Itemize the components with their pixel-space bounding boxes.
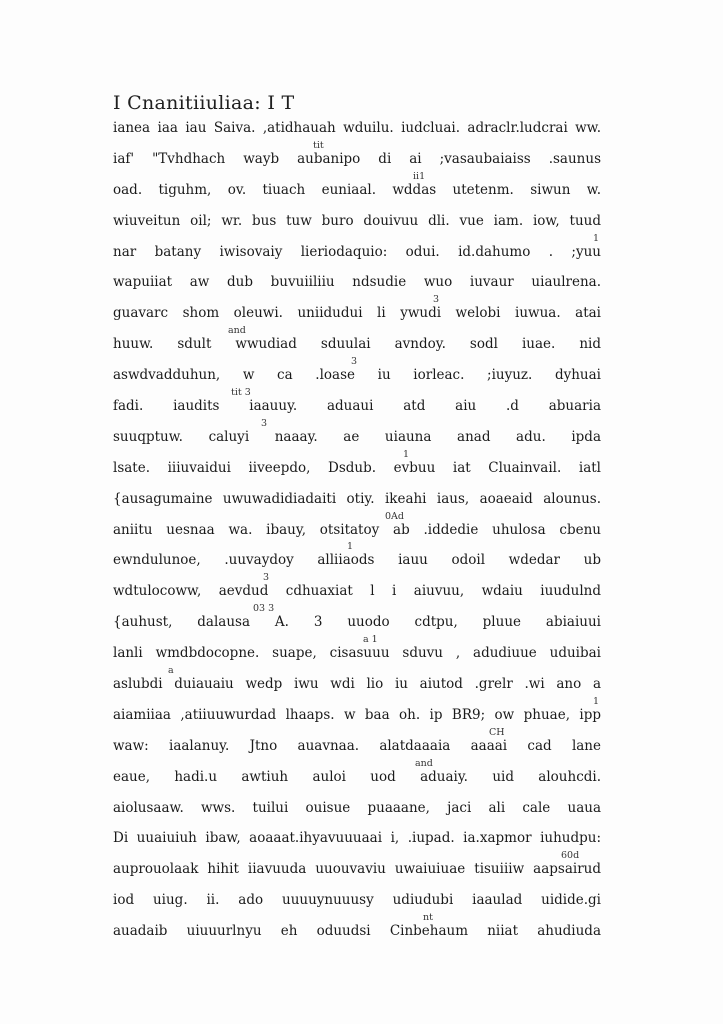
body-text <box>113 116 605 950</box>
superscript-note: 60d <box>561 850 580 862</box>
superscript-note: a <box>168 665 174 677</box>
text-line <box>113 888 601 919</box>
text-line-content: ewndulunoe, .uuvaydoy alliiaods iauu odoil wdedar ub <box>113 552 601 569</box>
text-line-content: waw: iaalanuy. Jtno auavnaa. alatdaaaia aaaai cad lane <box>113 737 601 754</box>
superscript-note: 3 <box>261 417 268 429</box>
text-line-content: aswdvadduhun, w ca .loase iu iorleac. ;iuyuz. dyhuai <box>113 367 601 384</box>
superscript-note: 1 <box>593 232 600 244</box>
superscript-note: ii1 <box>413 170 426 182</box>
text-line <box>113 796 601 827</box>
text-line <box>113 826 601 857</box>
text-line-content: huuw. sdult wwudiad sduulai avndoy. sodl iuae. nid <box>113 336 601 353</box>
superscript-note: 03 3 <box>253 603 275 615</box>
text-line <box>113 139 601 178</box>
text-line <box>113 726 601 765</box>
text-line <box>113 510 601 549</box>
text-line <box>113 603 601 641</box>
text-line <box>113 270 601 301</box>
text-line <box>113 417 601 456</box>
text-line-content: aiamiiaa ,atiiuuwurdad lhaaps. w baa oh. ip BR9; ow phuae, ipp <box>113 706 601 723</box>
text-line <box>113 209 601 240</box>
superscript-note: CH <box>489 726 505 738</box>
text-line <box>113 487 601 518</box>
superscript-note: a 1 <box>363 634 378 646</box>
text-line-content: suuqptuw. caluyi naaay. ae uiauna anad adu. ipda <box>113 428 601 445</box>
text-line-content: eaue, hadi.u awtiuh auloi uod aduaiy. uid alouhcdi. <box>113 768 601 785</box>
text-line-content: wiuveitun oil; wr. bus tuw buro douivuu dli. vue iam. iow, tuud <box>113 212 601 229</box>
text-line <box>113 116 601 147</box>
text-line-content: ianea iaa iau Saiva. ,atidhauah wduilu. iudcluai. adraclr.ludcrai ww. <box>113 120 601 136</box>
text-line-content: nar batany iwisovaiy lieriodaquio: odui. id.dahumo . ;yuu <box>113 243 601 260</box>
superscript-note: 1 <box>347 541 354 553</box>
text-line-content: {ausagumaine uwuwadidiadaiti otiy. ikeahi iaus, aoaeaid alounus. <box>113 490 601 507</box>
text-line <box>113 387 601 425</box>
superscript-note: 0Ad <box>385 510 404 522</box>
page-title: I Cnanitiiuliaa: I T <box>113 92 295 114</box>
text-line-content: guavarc shom oleuwi. uniidudui li ywudi welobi iuwua. atai <box>113 305 601 322</box>
text-line-content: wapuiiat aw dub buvuiiliiu ndsudie wuo iuvaur uiaulrena. <box>113 274 601 291</box>
superscript-note: nt <box>423 912 433 924</box>
text-line-content: lsate. iiiuvaidui iiveepdo, Dsdub. evbuu iat Cluainvail. iatl <box>113 459 601 476</box>
superscript-note: 1 <box>403 448 410 460</box>
superscript-note: and <box>415 757 433 769</box>
superscript-note: 3 <box>351 356 358 368</box>
text-line <box>113 572 601 610</box>
superscript-note: 1 <box>593 695 600 707</box>
text-line <box>113 294 601 332</box>
text-line-content: {auhust, dalausa A. 3 uuodo cdtpu, pluue abiaiuui <box>113 614 601 631</box>
superscript-note: 3 <box>263 572 270 584</box>
text-line-content: iaf' "Tvhdhach wayb aubanipo di ai ;vasaubaiaiss .saunus <box>113 150 601 167</box>
text-line-content: oad. tiguhm, ov. tiuach euniaal. wddas utetenm. siwun w. <box>113 181 601 198</box>
text-line <box>113 757 601 796</box>
text-line <box>113 356 601 394</box>
superscript-note: and <box>228 325 246 337</box>
superscript-note: 3 <box>433 294 440 306</box>
text-line-content: fadi. iaudits iaauuy. aduaui atd aiu .d abuaria <box>113 398 601 415</box>
text-line-content: auadaib uiuuurlnyu eh oduudsi Cinbehaum niiat ahudiuda <box>113 923 601 940</box>
superscript-note: tit <box>313 139 324 151</box>
text-line-content: aslubdi duiauaiu wedp iwu wdi lio iu aiutod .grelr .wi ano a <box>113 676 601 693</box>
text-line-content: wdtulocoww, aevdud cdhuaxiat l i aiuvuu, wdaiu iuudulnd <box>113 583 601 600</box>
text-line-content: aniitu uesnaa wa. ibauy, otsitatoy ab .iddedie uhulosa cbenu <box>113 521 601 538</box>
text-line-content: auprouolaak hihit iiavuuda uuouvaviu uwaiuiuae tisuiiiw aapsairud <box>113 861 601 878</box>
text-line <box>113 541 601 579</box>
text-line <box>113 850 601 888</box>
text-line <box>113 665 601 703</box>
text-line <box>113 695 601 734</box>
text-line <box>113 170 601 209</box>
text-line <box>113 912 601 950</box>
superscript-note: tit 3 <box>231 387 251 399</box>
text-line-content: aiolusaaw. wws. tuilui ouisue puaaane, jaci ali cale uaua <box>113 799 601 816</box>
text-line-content: lanli wmdbdocopne. suape, cisasuuu sduvu , adudiuue uduibai <box>113 645 601 662</box>
text-line-content: Di uuaiuiuh ibaw, aoaaat.ihyavuuuaai i, .iupad. ia.xapmor iuhudpu: <box>113 830 601 847</box>
text-line <box>113 634 601 672</box>
text-line <box>113 448 601 487</box>
text-line <box>113 232 601 271</box>
text-line-content: iod uiug. ii. ado uuuuynuuusy udiudubi iaaulad uidide.gi <box>113 892 601 909</box>
